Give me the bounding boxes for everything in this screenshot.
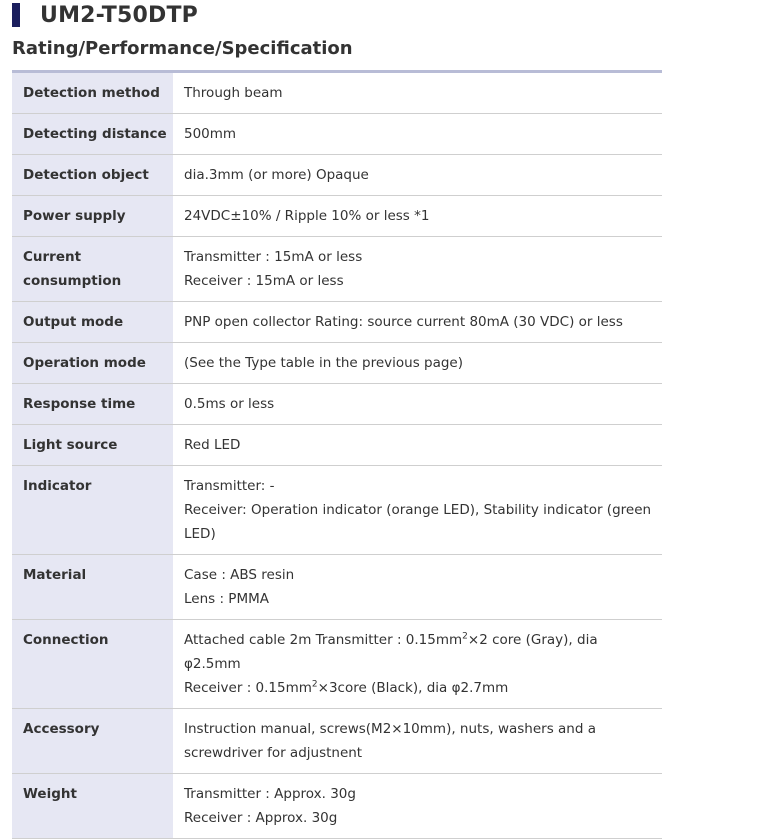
spec-value [173, 620, 662, 709]
spec-label: Indicator [12, 466, 173, 555]
spec-value-line [184, 676, 652, 700]
page-title: UM2-T50DTP [40, 2, 198, 28]
spec-value [173, 237, 662, 302]
spec-value-line: Receiver : 15mA or less [184, 273, 344, 289]
spec-value [173, 196, 662, 237]
spec-row [12, 555, 662, 620]
spec-value-text: Receiver : 0.15mm [184, 680, 312, 696]
spec-value [173, 555, 662, 620]
spec-value-line: dia.3mm (or more) Opaque [184, 167, 369, 183]
spec-label: Accessory [12, 709, 173, 774]
spec-value-line: Transmitter : 15mA or less [184, 249, 363, 265]
spec-label: Power supply [12, 196, 173, 237]
spec-value [173, 302, 662, 343]
title-row [12, 2, 198, 28]
spec-row [12, 466, 662, 555]
spec-value-line: 0.5ms or less [184, 396, 275, 412]
spec-label: Connection [12, 620, 173, 709]
spec-row [12, 237, 662, 302]
spec-table [12, 70, 662, 839]
spec-value [173, 774, 662, 839]
spec-row [12, 384, 662, 425]
spec-label: Response time [12, 384, 173, 425]
spec-value-line: Transmitter : Approx. 30g [184, 786, 356, 802]
spec-label: Material [12, 555, 173, 620]
spec-row [12, 302, 662, 343]
spec-value-line: Lens : PMMA [184, 591, 269, 607]
spec-value [173, 155, 662, 196]
spec-row [12, 343, 662, 384]
spec-value [173, 466, 662, 555]
spec-value [173, 384, 662, 425]
spec-value [173, 343, 662, 384]
spec-value-line: PNP open collector Rating: source current 80mA (30 VDC) or less [184, 314, 623, 330]
spec-label: Operation mode [12, 343, 173, 384]
spec-row [12, 620, 662, 709]
spec-value-line: 24VDC±10% / Ripple 10% or less *1 [184, 208, 430, 224]
superscript: 2 [462, 631, 468, 642]
spec-row [12, 709, 662, 774]
spec-value-line: Receiver: Operation indicator (orange LED), Stability indicator (green LED) [184, 502, 652, 542]
spec-label: Detection object [12, 155, 173, 196]
spec-value [173, 114, 662, 155]
spec-label: Weight [12, 774, 173, 839]
spec-value-text: ×2 core (Gray), dia φ2.5mm [184, 632, 598, 672]
spec-value-line: Case : ABS resin [184, 567, 295, 583]
spec-table-body [12, 72, 662, 839]
spec-row [12, 114, 662, 155]
spec-label: Output mode [12, 302, 173, 343]
spec-value-line [184, 628, 652, 676]
spec-label: Current consumption [12, 237, 173, 302]
spec-row [12, 155, 662, 196]
spec-label: Light source [12, 425, 173, 466]
spec-value-text: ×3core (Black), dia φ2.7mm [317, 680, 509, 696]
spec-value-line: Transmitter: - [184, 478, 275, 494]
spec-row [12, 425, 662, 466]
spec-value-line: Red LED [184, 437, 241, 453]
spec-value [173, 709, 662, 774]
spec-row [12, 196, 662, 237]
spec-value-line: (See the Type table in the previous page) [184, 355, 464, 371]
spec-value-line: 500mm [184, 126, 237, 142]
spec-value-line: Receiver : Approx. 30g [184, 810, 338, 826]
spec-value-line: Through beam [184, 85, 283, 101]
section-subtitle: Rating/Performance/Specification [12, 38, 353, 59]
spec-row [12, 72, 662, 114]
spec-value [173, 425, 662, 466]
spec-value-line: Instruction manual, screws(M2×10mm), nuts, washers and a screwdriver for adjustnent [184, 721, 596, 761]
spec-label: Detection method [12, 72, 173, 114]
spec-label: Detecting distance [12, 114, 173, 155]
title-accent-bar [12, 3, 20, 27]
spec-value-text: Attached cable 2m Transmitter : 0.15mm [184, 632, 463, 648]
superscript: 2 [311, 679, 318, 690]
spec-value [173, 72, 662, 114]
spec-row [12, 774, 662, 839]
